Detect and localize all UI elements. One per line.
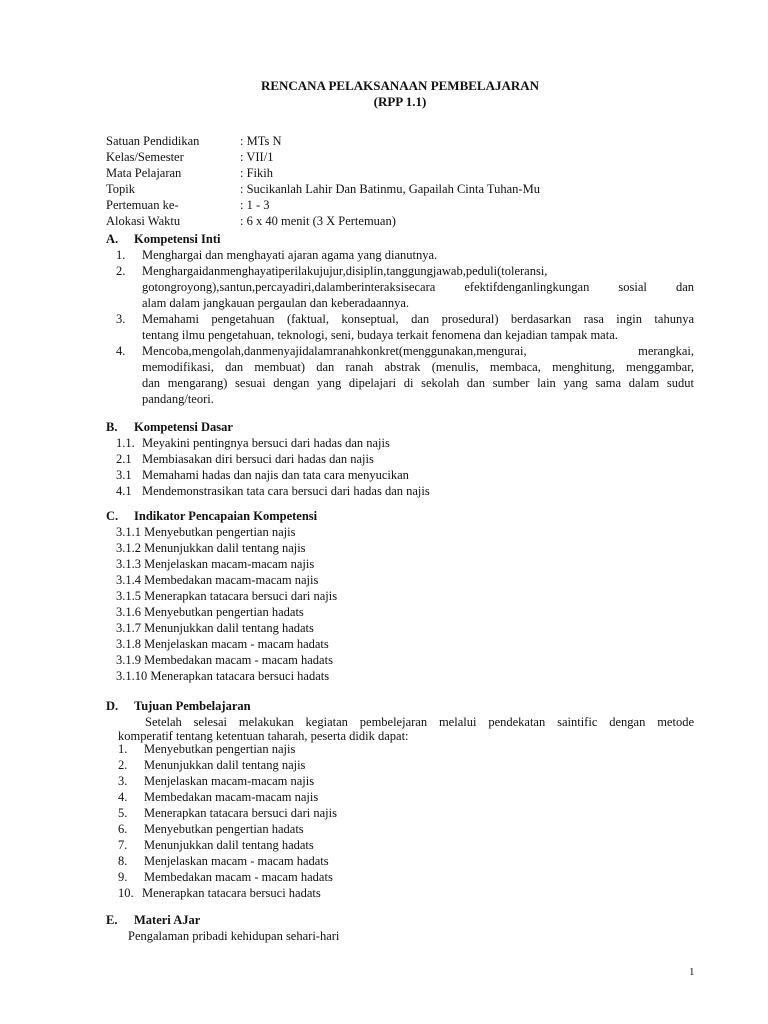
item-number: 1.1. [116,436,135,450]
indicator-item: 3.1.1 Menyebutkan pengertian najis [116,525,296,539]
identity-row [106,165,273,181]
identity-value: : VII/1 [240,150,274,164]
section-title: Kompetensi Inti [134,232,221,246]
section-title: Materi AJar [134,913,201,927]
item-text: Mendemonstrasikan tata cara bersuci dari hadas dan najis [142,484,430,498]
identity-key: Topik [106,182,135,196]
item-number: 4. [118,790,128,804]
item-number: 3. [118,774,128,788]
item-number: 3.1 [116,468,132,482]
item-text: Meyakini pentingnya bersuci dari hadas dan najis [142,436,390,450]
identity-value: : MTs N [240,134,282,148]
identity-key: Mata Pelajaran [106,166,182,180]
section-letter: B. [106,420,118,434]
item-text: Menyebutkan pengertian hadats [144,822,304,836]
identity-value: : Fikih [240,166,273,180]
item-number: 6. [118,822,128,836]
section-title: Tujuan Pembelajaran [134,699,251,713]
indicator-item: 3.1.5 Menerapkan tatacara bersuci dari najis [116,589,338,603]
section-e-text: Pengalaman pribadi kehidupan sehari-hari [128,929,340,943]
item-number: 9. [118,870,128,884]
identity-value: : 1 - 3 [240,198,270,212]
section-e-heading [106,912,200,928]
item-number: 5. [118,806,128,820]
item-text: Menerapkan tatacara bersuci dari najis [144,806,337,820]
item-number: 7. [118,838,128,852]
item-text: Memahami hadas dan najis dan tata cara menyucikan [142,468,409,482]
item-text: Membedakan macam - macam hadats [144,870,333,884]
item-number: 2. [118,758,128,772]
identity-value: : 6 x 40 menit (3 X Pertemuan) [240,214,396,228]
page-number: 1 [689,966,695,978]
document-title: RENCANA PELAKSANAAN PEMBELAJARAN [260,78,540,93]
item-line: Mencoba,mengolah,danmenyajidalamranahkonkret(menggunakan,mengurai, merangkai, [142,344,694,358]
item-text: Menjelaskan macam - macam hadats [144,854,329,868]
section-title: Kompetensi Dasar [134,420,233,434]
indicator-item: 3.1.8 Menjelaskan macam - macam hadats [116,637,329,651]
item-line: dan mengarang) sesuai dengan yang dipelajari di sekolah dan sumber lain yang sama dalam sudut [142,376,694,390]
identity-key: Satuan Pendidikan [106,134,200,148]
indicator-item: 3.1.3 Menjelaskan macam-macam najis [116,557,315,571]
identity-value: : Sucikanlah Lahir Dan Batinmu, Gapailah Cinta Tuhan-Mu [240,182,540,196]
indicator-item: 3.1.7 Menunjukkan dalil tentang hadats [116,621,314,635]
item-number: 4.1 [116,484,132,498]
indicator-item: 3.1.2 Menunjukkan dalil tentang najis [116,541,306,555]
section-a-heading [106,231,220,247]
item-text: Membiasakan diri bersuci dari hadas dan najis [142,452,374,466]
section-c-heading [106,508,317,524]
item-text: Membedakan macam-macam najis [144,790,319,804]
section-letter: E. [106,913,118,927]
item-line: Menghargai dan menghayati ajaran agama yang dianutnya. [142,248,438,262]
identity-key: Kelas/Semester [106,150,184,164]
document-subtitle: (RPP 1.1) [373,94,427,109]
indicator-item: 3.1.10 Menerapkan tatacara bersuci hadats [116,669,330,683]
section-letter: A. [106,232,119,246]
indicator-item: 3.1.9 Membedakan macam - macam hadats [116,653,333,667]
item-number: 1. [116,248,126,262]
identity-row [106,181,540,197]
item-number: 8. [118,854,128,868]
intro-line: Setelah selesai melakukan kegiatan pembelejaran melalui pendekatan saintific dengan metode [145,715,694,729]
item-line: tentang ilmu pengetahuan, teknologi, seni, budaya terkait fenomena dan kejadian tampak mata. [142,328,618,342]
item-line: pandang/teori. [142,392,214,406]
identity-row [106,213,396,229]
identity-key: Alokasi Waktu [106,214,181,228]
item-line: memodifikasi, dan membuat) dan ranah abstrak (menulis, membaca, menghitung, menggambar, [142,360,694,374]
section-b-heading [106,419,233,435]
identity-row [106,197,270,213]
item-line: gotongroyong),santun,percayadiri,dalamberinteraksisecara efektifdenganlingkungan sosial dan [142,280,694,294]
section-letter: C. [106,509,119,523]
item-line: alam dalam jangkauan pergaulan dan keberadaannya. [142,296,410,310]
item-number: 10. [118,886,134,900]
identity-row [106,149,273,165]
indicator-item: 3.1.4 Membedakan macam-macam najis [116,573,319,587]
item-number: 4. [116,344,126,358]
item-text: Menjelaskan macam-macam najis [144,774,315,788]
item-text: Menunjukkan dalil tentang najis [144,758,306,772]
section-letter: D. [106,699,119,713]
item-number: 2. [116,264,126,278]
item-number: 2.1 [116,452,132,466]
indicator-item: 3.1.6 Menyebutkan pengertian hadats [116,605,304,619]
item-line: Menghargaidanmenghayatiperilakujujur,disiplin,tanggungjawab,peduli(toleransi, [142,264,548,278]
item-text: Menerapkan tatacara bersuci hadats [142,886,321,900]
item-text: Menunjukkan dalil tentang hadats [144,838,314,852]
item-number: 1. [118,742,128,756]
identity-row [106,133,282,149]
section-d-heading [106,698,251,714]
identity-key: Pertemuan ke- [106,198,179,212]
item-number: 3. [116,312,126,326]
intro-line: komperatif tentang ketentuan taharah, peserta didik dapat: [118,729,409,743]
section-title: Indikator Pencapaian Kompetensi [134,509,318,523]
item-text: Menyebutkan pengertian najis [144,742,296,756]
item-line: Memahami pengetahuan (faktual, konseptual, dan prosedural) berdasarkan rasa ingin tahunya [142,312,694,326]
